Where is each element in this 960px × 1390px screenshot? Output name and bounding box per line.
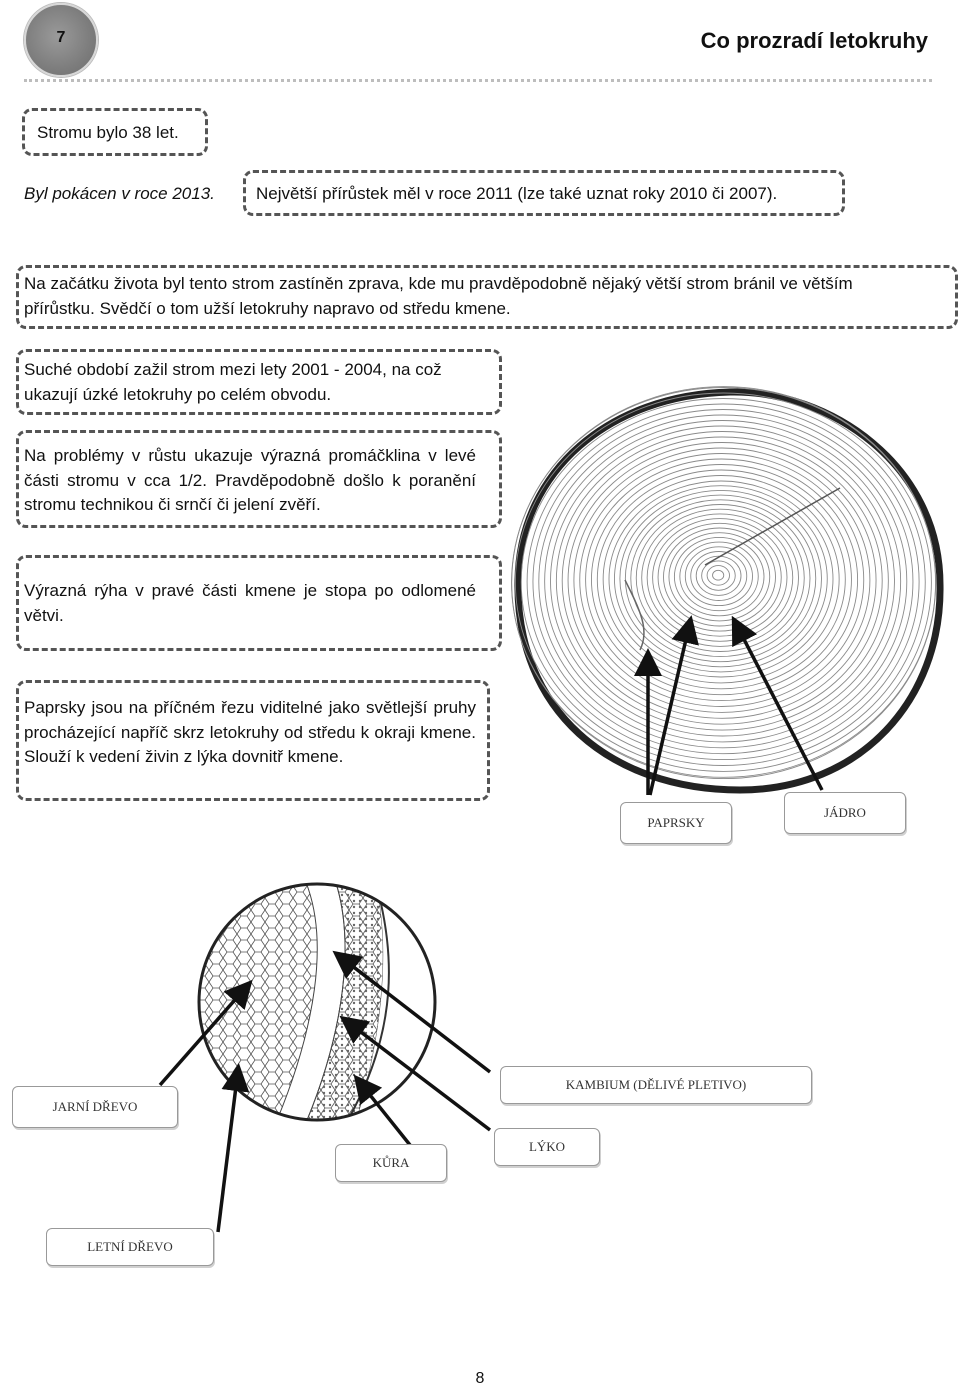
answer-growth-problems: Na problémy v růstu ukazuje výrazná promáčklina v levé části stromu v cca 1/2. Pravděpodobně došlo k poranění stromu technikou či srnčí či jelení zvěří. xyxy=(24,446,476,514)
answer-age: Stromu bylo 38 let. xyxy=(37,123,179,142)
arrow-jadro xyxy=(735,622,822,790)
label-jadro: JÁDRO xyxy=(784,792,906,834)
arrow-lyko xyxy=(345,1020,490,1130)
arrow-jarni-drevo xyxy=(160,985,248,1085)
label-lyko: LÝKO xyxy=(494,1128,600,1166)
label-letni-drevo: LETNÍ DŘEVO xyxy=(46,1228,214,1266)
chapter-number: 7 xyxy=(56,29,66,46)
page-title: Co prozradí letokruhy xyxy=(700,28,928,53)
arrow-paprsky-2 xyxy=(650,622,690,795)
answer-rays: Paprsky jsou na příčném řezu viditelné jako světlejší pruhy procházející napříč skrz letokruhy od středu k okraji kmene. Slouží k vedení živin z lýka dovnitř kmene. xyxy=(24,698,476,766)
answer-felled: Byl pokácen v roce 2013. xyxy=(24,184,215,203)
page-number: 8 xyxy=(475,1370,485,1387)
label-jarni-drevo: JARNÍ DŘEVO xyxy=(12,1086,178,1128)
answer-shade-line2: přírůstku. Svědčí o tom užší letokruhy napravo od středu kmene. xyxy=(24,299,511,318)
answer-shade-line1: Na začátku života byl tento strom zastíněn zprava, kde mu pravděpodobně nějaký větší strom bránil ve větším xyxy=(24,274,853,293)
label-kura: KŮRA xyxy=(335,1144,447,1182)
label-kambium: KAMBIUM (DĚLIVÉ PLETIVO) xyxy=(500,1066,812,1104)
answer-drought: Suché období zažil strom mezi lety 2001 - 2004, na což ukazují úzké letokruhy po celém obvodu. xyxy=(24,360,442,404)
arrow-kambium xyxy=(338,955,490,1072)
answer-largest-growth: Největší přírůstek měl v roce 2011 (lze také uznat roky 2010 či 2007). xyxy=(256,184,778,203)
answer-groove: Výrazná rýha v pravé části kmene je stopa po odlomené větvi. xyxy=(24,581,476,625)
arrow-kura xyxy=(358,1080,410,1145)
arrow-letni-drevo xyxy=(218,1070,238,1232)
label-paprsky: PAPRSKY xyxy=(620,802,732,844)
